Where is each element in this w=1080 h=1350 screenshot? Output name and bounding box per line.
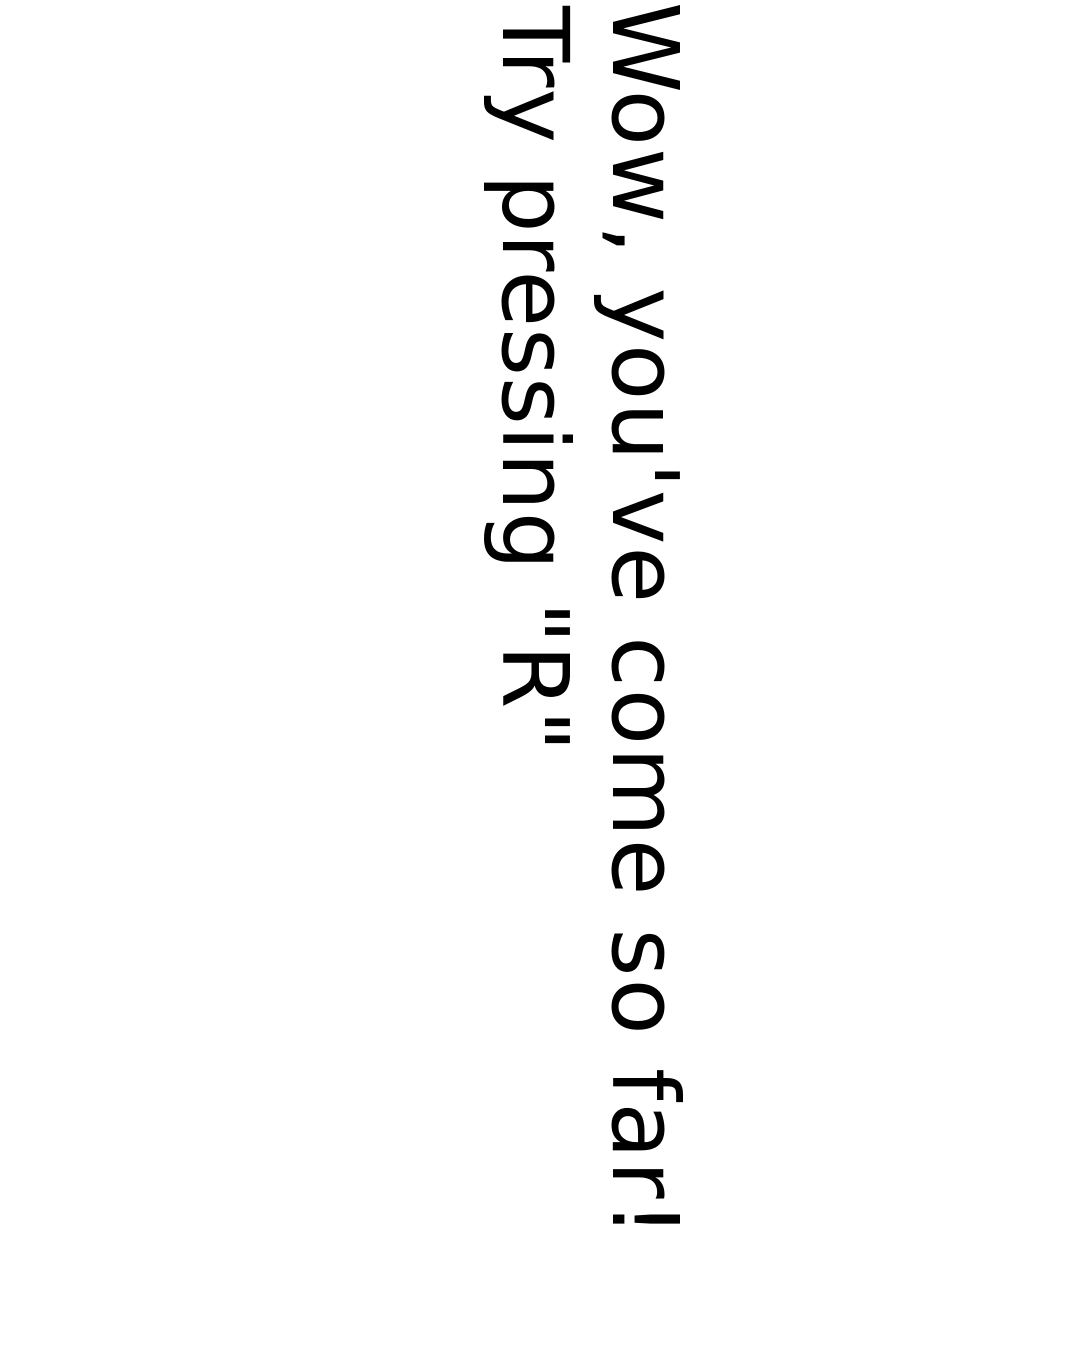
congrats-message: Wow, you've come so far!: [591, 2, 698, 1240]
hint-message: Try pressing "R": [481, 6, 588, 753]
